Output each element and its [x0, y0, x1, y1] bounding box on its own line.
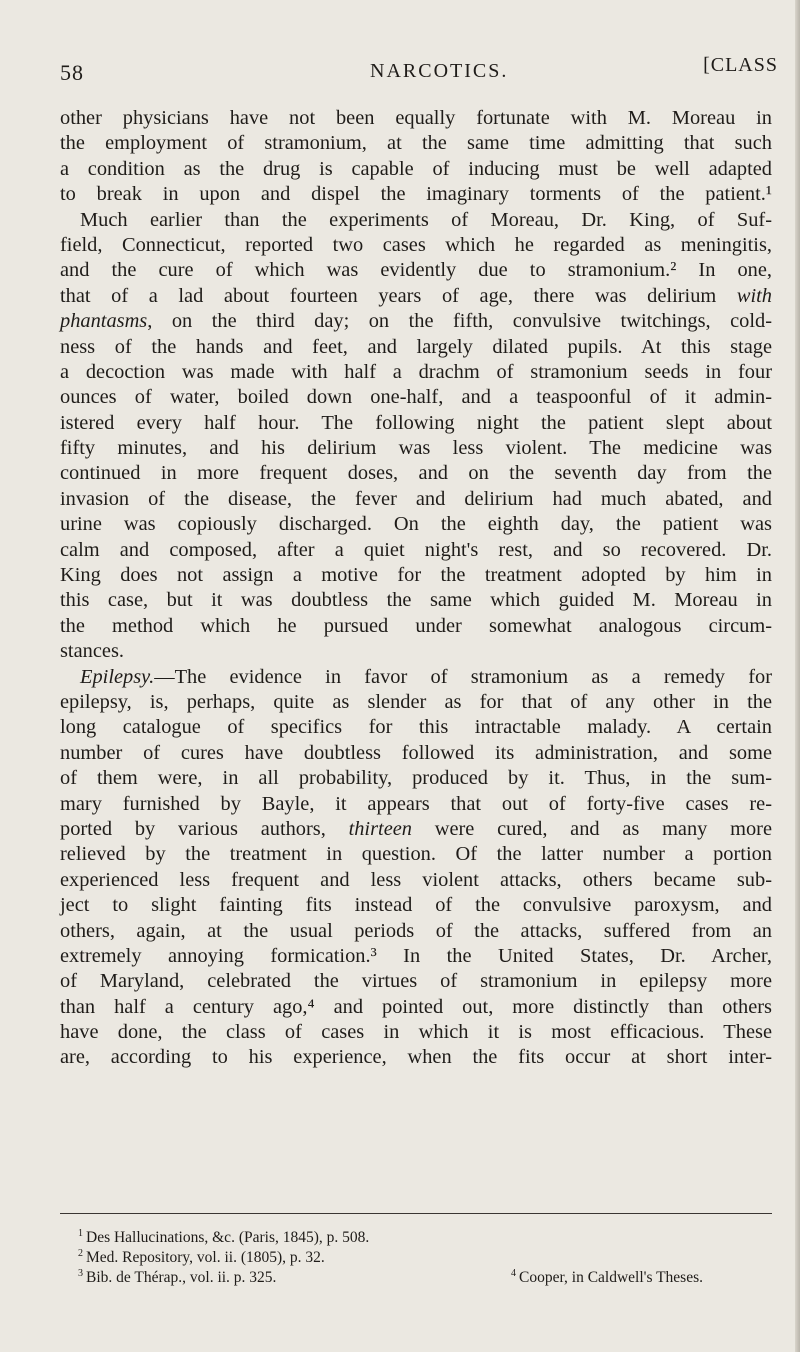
text-line: relieved by the treatment in question. Of the latter number a portion: [60, 843, 772, 866]
text-line: extremely annoying formication.³ In the United States, Dr. Archer,: [60, 944, 772, 967]
footnote-4: [511, 1264, 703, 1288]
class-mark: [CLASS: [703, 54, 778, 76]
text-line: ounces of water, boiled down one-half, and a teaspoonful of it admin-: [60, 386, 772, 409]
text-line: the employment of stramonium, at the same time admitting that such: [60, 132, 772, 155]
text-line: field, Connecticut, reported two cases which he regarded as meningitis,: [60, 233, 772, 256]
page-edge: [795, 0, 800, 1352]
footnote-1: [78, 1224, 778, 1247]
footnote-mark: 3: [78, 1268, 83, 1279]
text-line: of them were, in all probability, produced by it. Thus, in the sum-: [60, 767, 772, 790]
text-line: ported by various authors, thirteen were cured, and as many more: [60, 817, 772, 840]
text-line: long catalogue of specifics for this intractable malady. A certain: [60, 716, 772, 739]
text-line: have done, the class of cases in which it is most efficacious. These: [60, 1021, 772, 1044]
text-line: and the cure of which was evidently due to stramonium.² In one,: [60, 259, 772, 282]
footnote-text: Med. Repository, vol. ii. (1805), p. 32.: [86, 1249, 325, 1267]
text-line: stances.: [60, 640, 124, 663]
text-line: phantasms, on the third day; on the fifth, convulsive twitchings, cold-: [60, 310, 772, 333]
text-line: calm and composed, after a quiet night's rest, and so recovered. Dr.: [60, 538, 772, 561]
page-number: 58: [60, 60, 84, 85]
text-line: than half a century ago,⁴ and pointed out, more distinctly than others: [60, 995, 772, 1018]
text-line: the method which he pursued under somewhat analogous circum-: [60, 614, 772, 637]
text-line: invasion of the disease, the fever and delirium had much abated, and: [60, 487, 772, 510]
footnotes: [78, 1224, 778, 1287]
footnote-mark: 1: [78, 1228, 83, 1239]
text-line: experienced less frequent and less violent attacks, others became sub-: [60, 868, 772, 891]
text-line: epilepsy, is, perhaps, quite as slender as for that of any other in the: [60, 690, 772, 713]
footnote-text: Bib. de Thérap., vol. ii. p. 325.: [86, 1269, 277, 1287]
footnote-2: [78, 1244, 778, 1267]
footnote-rule: [60, 1213, 772, 1214]
text-line: ness of the hands and feet, and largely dilated pupils. At this stage: [60, 335, 772, 358]
text-line: that of a lad about fourteen years of age, there was delirium with: [60, 284, 772, 307]
footnote-3-4-row: [78, 1264, 778, 1287]
text-line: other physicians have not been equally fortunate with M. Moreau in: [60, 107, 772, 129]
footnote-mark: 2: [78, 1248, 83, 1259]
footnote-text: Des Hallucinations, &c. (Paris, 1845), p. 508.: [86, 1229, 370, 1247]
section-heading-line: Epilepsy.—The evidence in favor of stramonium as a remedy for: [80, 665, 772, 688]
text-line: a decoction was made with half a drachm of stramonium seeds in four: [60, 360, 772, 383]
footnote-text: Cooper, in Caldwell's Theses.: [519, 1269, 703, 1287]
running-header: [60, 54, 778, 88]
text-line: fifty minutes, and his delirium was less violent. The medicine was: [60, 437, 772, 460]
text-line: are, according to his experience, when the fits occur at short inter-: [60, 1046, 772, 1069]
text-line: to break in upon and dispel the imaginary torments of the patient.¹: [60, 183, 772, 206]
text-line: istered every half hour. The following night the patient slept about: [60, 411, 772, 434]
text-line: number of cures have doubtless followed its administration, and some: [60, 741, 772, 764]
text-line: Much earlier than the experiments of Moreau, Dr. King, of Suf-: [80, 208, 772, 231]
body-text: [60, 106, 772, 1071]
running-title: NARCOTICS.: [370, 60, 509, 82]
footnote-mark: 4: [511, 1268, 516, 1279]
text-line: of Maryland, celebrated the virtues of stramonium in epilepsy more: [60, 970, 772, 993]
text-line: a condition as the drug is capable of inducing must be well adapted: [60, 157, 772, 180]
text-line: urine was copiously discharged. On the eighth day, the patient was: [60, 513, 772, 536]
text-line: ject to slight fainting fits instead of the convulsive paroxysm, and: [60, 894, 772, 917]
text-line: King does not assign a motive for the treatment adopted by him in: [60, 564, 772, 587]
text-line: continued in more frequent doses, and on the seventh day from the: [60, 462, 772, 485]
text-line: this case, but it was doubtless the same which guided M. Moreau in: [60, 589, 772, 612]
text-line: mary furnished by Bayle, it appears that out of forty-five cases re-: [60, 792, 772, 815]
text-line: others, again, at the usual periods of the attacks, suffered from an: [60, 919, 772, 942]
